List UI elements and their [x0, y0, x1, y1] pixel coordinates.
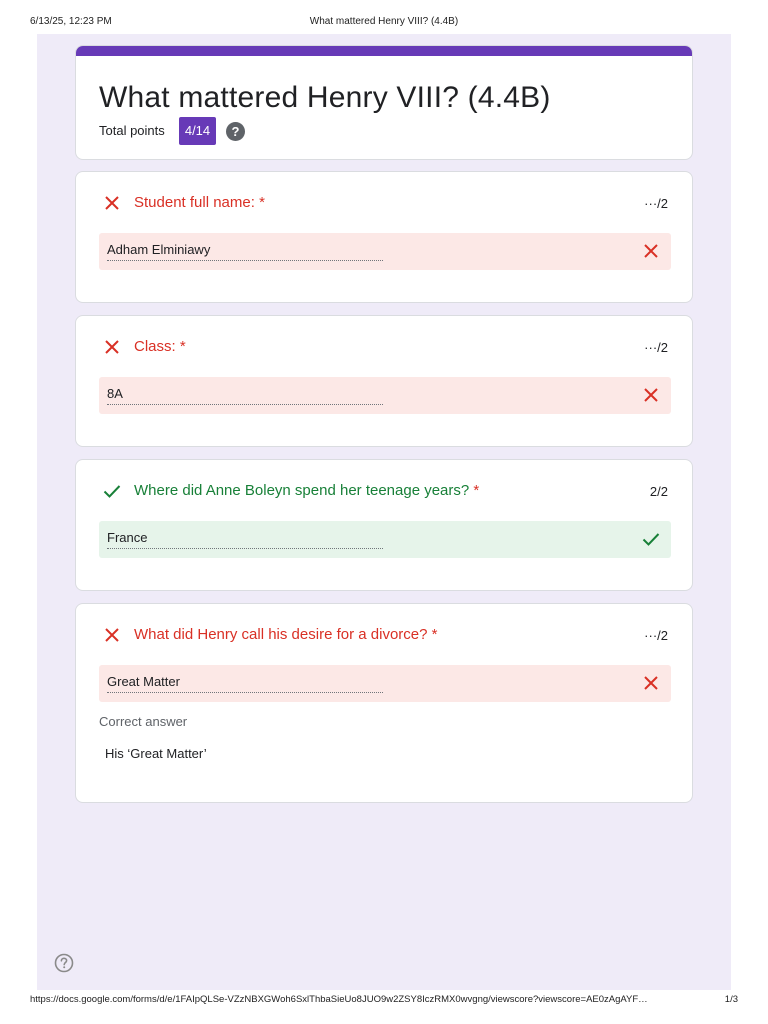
incorrect-x-icon: [102, 625, 122, 645]
answer-box: [99, 233, 671, 270]
print-header: [30, 16, 738, 30]
correct-answer-value: His ‘Great Matter’: [105, 746, 207, 761]
accent-bar: [76, 46, 692, 56]
required-asterisk: *: [431, 626, 438, 643]
question-card-anne-boleyn: [75, 459, 693, 591]
correct-answer-label: Correct answer: [99, 714, 188, 729]
question-card-student-name: [75, 171, 693, 303]
answer-box: [99, 521, 671, 558]
answer-box: [99, 665, 671, 702]
answer-text: France: [107, 530, 383, 549]
question-title: Where did Anne Boleyn spend her teenage years? *: [134, 482, 480, 499]
question-score: ···/2: [644, 628, 668, 643]
incorrect-x-icon: [641, 241, 661, 261]
question-title: What did Henry call his desire for a divorce? *: [134, 626, 438, 643]
print-datetime: 6/13/25, 12:23 PM: [30, 16, 112, 27]
help-circle-icon[interactable]: [54, 953, 74, 973]
incorrect-x-icon: [102, 337, 122, 357]
print-url: https://docs.google.com/forms/d/e/1FAIpQLSe-VZzNBXGWoh6SxlThbaSieUo8JUO9w2ZSY8IczRMX0wvgng/viewscore?viewscore=AE0zAgAYF…: [30, 994, 648, 1005]
question-score: ···/2: [644, 196, 668, 211]
answer-box: [99, 377, 671, 414]
question-score: ···/2: [644, 340, 668, 355]
form-canvas: [37, 34, 731, 990]
answer-text: 8A: [107, 386, 383, 405]
total-points-badge: 4/14: [179, 117, 216, 145]
correct-checkmark-icon: [641, 529, 661, 549]
answer-text: Great Matter: [107, 674, 383, 693]
print-footer: [30, 994, 738, 1008]
print-page-number: 1/3: [724, 994, 738, 1005]
form-header-card: [75, 45, 693, 160]
question-card-great-matter: [75, 603, 693, 803]
question-card-class: [75, 315, 693, 447]
total-points-label: Total points: [99, 123, 165, 138]
incorrect-x-icon: [641, 385, 661, 405]
required-asterisk: *: [473, 482, 480, 499]
incorrect-x-icon: [102, 193, 122, 213]
question-score: 2/2: [649, 484, 668, 499]
help-icon[interactable]: ?: [226, 122, 245, 141]
correct-checkmark-icon: [102, 481, 122, 501]
question-title: Student full name: *: [134, 194, 265, 211]
required-asterisk: *: [179, 338, 186, 355]
incorrect-x-icon: [641, 673, 661, 693]
question-title: Class: *: [134, 338, 186, 355]
answer-text: Adham Elminiawy: [107, 242, 383, 261]
form-title: What mattered Henry VIII? (4.4B): [99, 81, 551, 114]
required-asterisk: *: [259, 194, 265, 211]
print-tab-title: What mattered Henry VIII? (4.4B): [309, 16, 459, 27]
